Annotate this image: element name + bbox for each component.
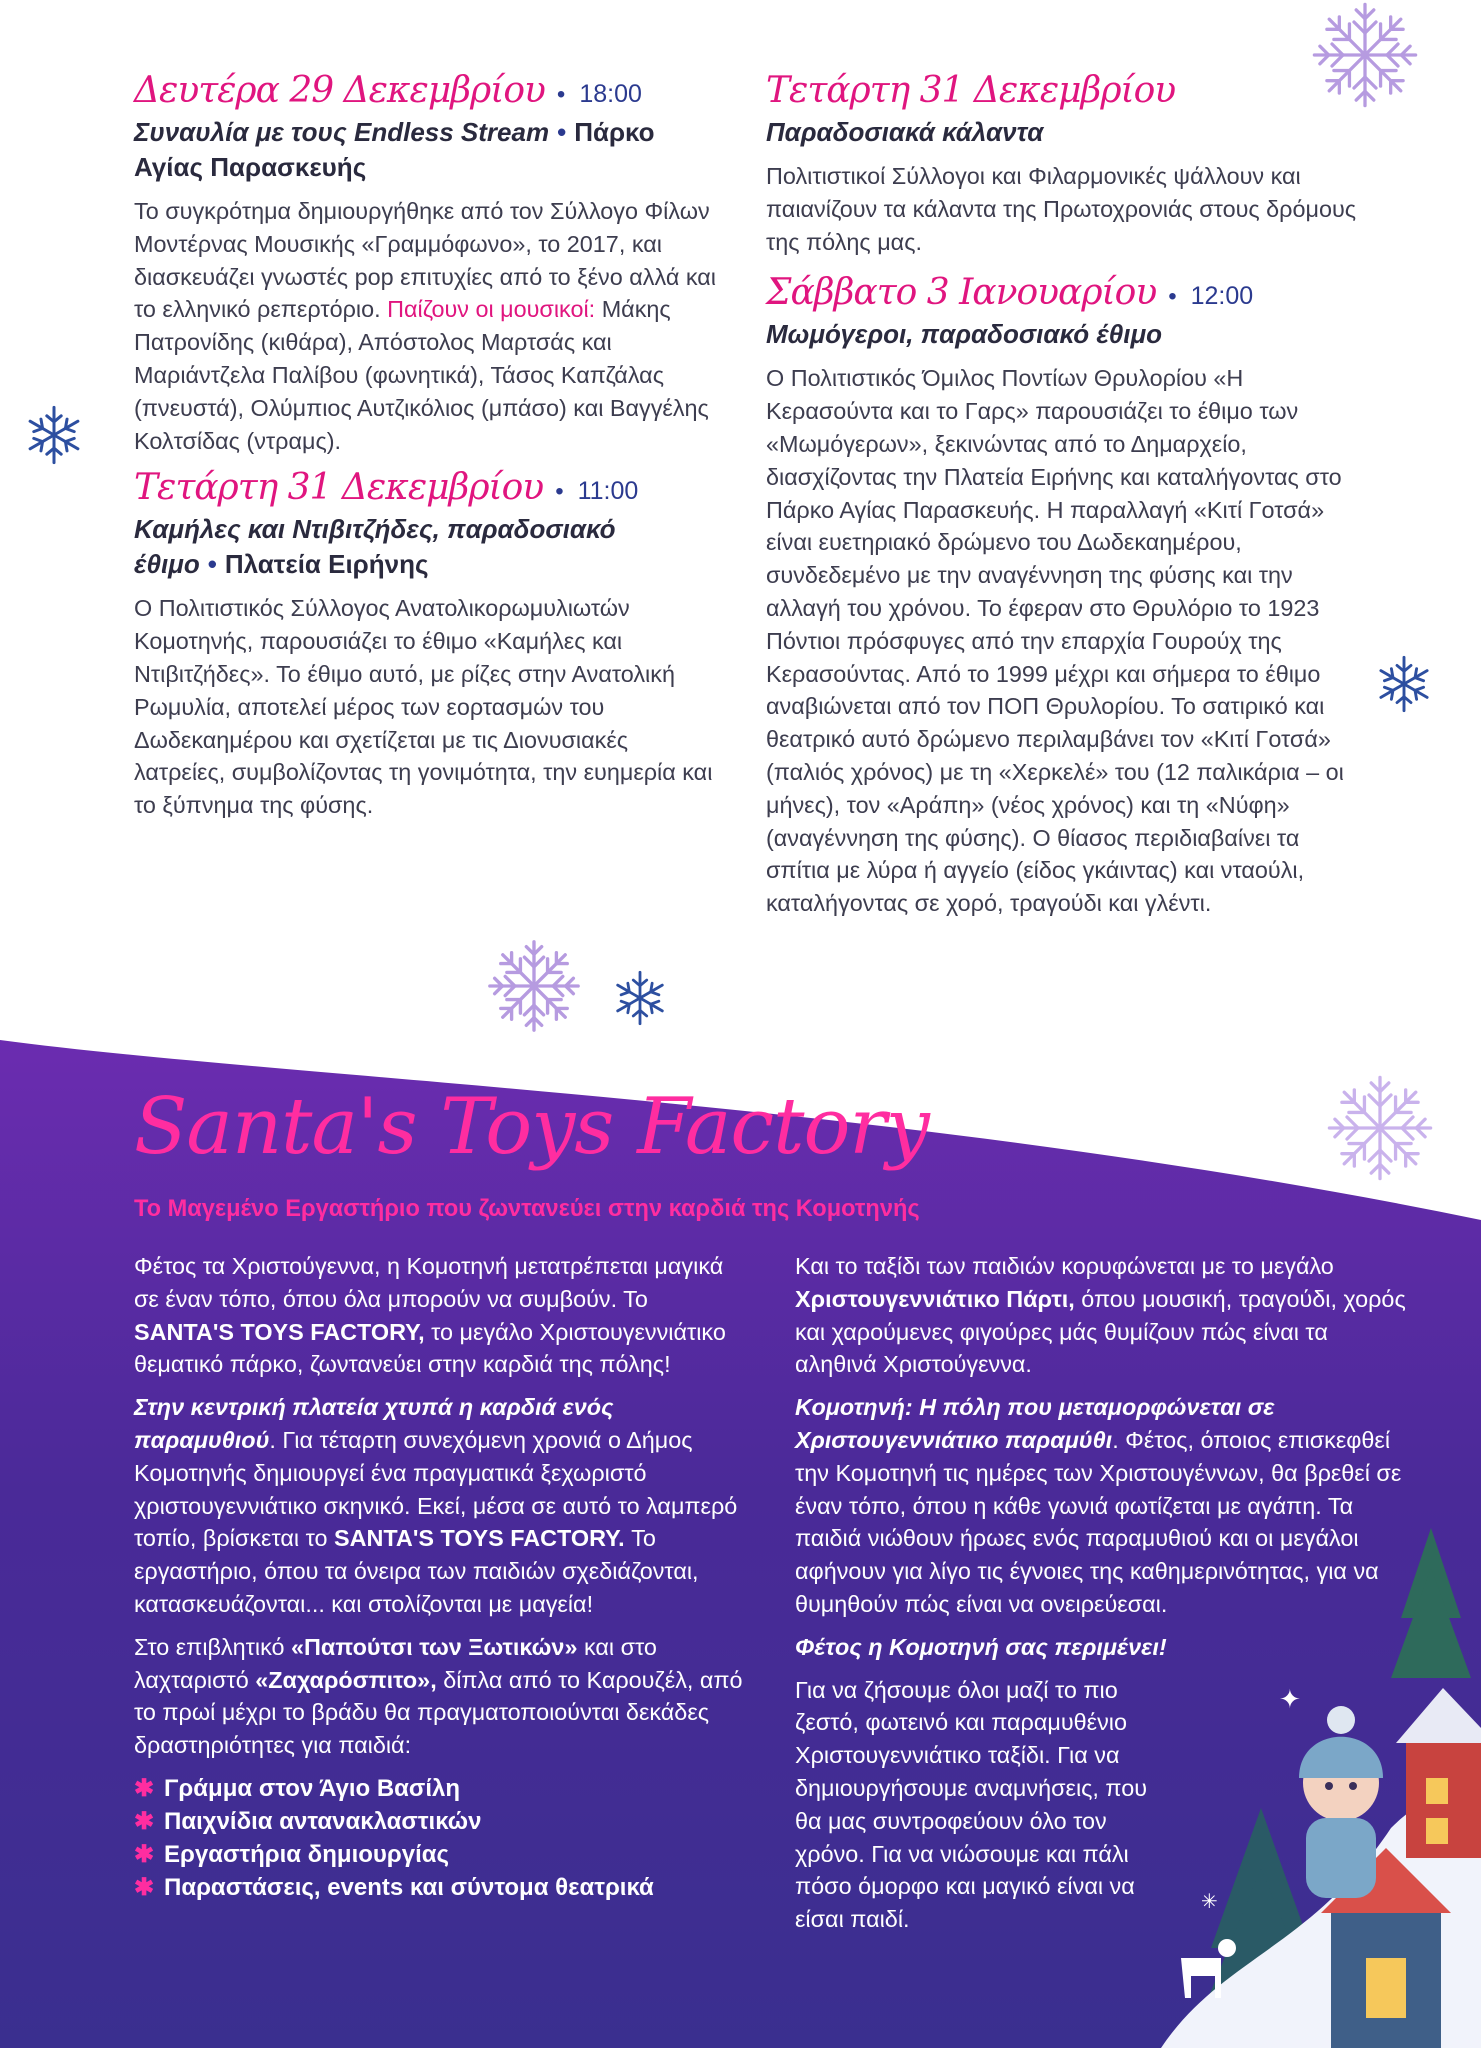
paragraph bbox=[134, 1391, 744, 1621]
list-item bbox=[134, 1871, 744, 1904]
event-description: Ο Πολιτιστικός Όμιλος Ποντίων Θρυλορίου «Η Κερασούντα και το Γαρς» παρουσιάζει το έθιμο των «Μωμόγερων», ξεκινώντας από το Δημαρχείο, διασχίζοντας την Πλατεία Ειρήνης και καταλήγοντας στο Πάρκο Αγίας Παρασκευής. Η παραλλαγή «Κιτί Γοτσά» είναι ευετηριακό δρώμενο του Δωδεκαημέρου, συνδεδεμένο με την αναγέννηση της φύσης και την αλλαγή του χρόνου. Το έφεραν στο Θρυλόριο το 1923 Πόντιοι πρόσφυγες από την επαρχία Γουρούχ της Κερασούντας. Από το 1999 μέχρι και σήμερα το έθιμο αναβιώνεται από τον ΠΟΠ Θρυλορίου. Το σατιρικό και θεατρικό αυτό δρώμενο περιλαμβάνει τον «Κιτί Γοτσά» (παλιός χρόνος) με τη «Χερκελέ» του (12 παλικάρια – οι μήνες), τον «Αράπη» (νέος χρόνος) και τη «Νύφη» (αναγέννηση της φύσης). Ο θίασος περιδιαβαίνει τα σπίτια με λύρα ή αγγείο (είδος γκάιντας) και νταούλι, καταλήγοντας σε χορό, τραγούδι και γλέντι. bbox=[766, 365, 1344, 917]
text: το μεγάλο Χριστουγεννιάτικο θεματικό πάρκο, ζωντανεύει στην καρδιά της πόλης! bbox=[134, 1318, 726, 1378]
section-subtitle: Το Μαγεμένο Εργαστήριο που ζωντανεύει στην καρδιά της Κομοτηνής bbox=[134, 1196, 920, 1222]
bullet-star-icon: ✱ bbox=[134, 1873, 155, 1901]
activity-list bbox=[134, 1772, 744, 1904]
text: . Φέτος, όποιος επισκεφθεί την Κομοτηνή τις ημέρες των Χριστουγέννων, θα βρεθεί σε έναν τόπο, όπου η κάθε γωνιά φωτίζεται με αγάπη. Τα παιδιά νιώθουν ήρωες ενός παραμυθιού και οι μεγάλοι αφήνουν για λίγο τις έγνοιες της καθημερινότητας, για να θυμηθούν πώς είναι να ονειρεύεσαι. bbox=[795, 1426, 1402, 1617]
event-day: Δευτέρα 29 Δεκεμβρίου bbox=[134, 70, 545, 111]
paragraph bbox=[795, 1674, 1175, 1936]
event-body-text: Το συγκρότημα δημιουργήθηκε από τον Σύλλογο Φίλων Μοντέρνας Μουσικής «Γραμμόφωνο», το 2017, και διασκευάζει γνωστές pop επιτυχίες από το ξένο αλλά και το ελληνικό ρεπερτόριο. bbox=[134, 198, 716, 323]
paragraph bbox=[134, 1250, 744, 1381]
separator-dot: • bbox=[557, 117, 567, 147]
snowflake-icon bbox=[612, 970, 668, 1026]
event-item bbox=[766, 70, 1366, 258]
event-time: 18:00 bbox=[579, 80, 642, 108]
separator-dot: • bbox=[555, 478, 564, 506]
bullet-star-icon: ✱ bbox=[134, 1774, 155, 1802]
event-title bbox=[134, 512, 724, 582]
event-place: Πλατεία Ειρήνης bbox=[224, 549, 429, 580]
christmas-illustration bbox=[1161, 1528, 1481, 2048]
event-title bbox=[134, 115, 724, 185]
text: . Για τέταρτη συνεχόμενη χρονιά ο Δήμος Κομοτηνής δημιουργεί ένα πραγματικά ξεχωριστό χριστουγεννιάτικο σκηνικό. Εκεί, μέσα σε αυτό το λαμπερό τοπίο, βρίσκεται το bbox=[134, 1426, 738, 1552]
event-highlight: Παίζουν οι μουσικοί: bbox=[387, 296, 596, 323]
event-date-line bbox=[766, 272, 1366, 313]
snowflake-icon bbox=[1325, 1073, 1435, 1183]
separator-dot: • bbox=[556, 81, 566, 108]
event-title: Παραδοσιακά κάλαντα bbox=[766, 117, 1044, 147]
text: Για να ζήσουμε όλοι μαζί το πιο ζεστό, φωτεινό και παραμυθένιο Χριστουγεννιάτικο ταξίδι. Για να δημιουργήσουμε αναμνήσεις, που θα μας συντροφεύουν όλο τον χρόνο. Για να νιώσουμε και πάλι πόσο όμορφο και μαγικό είναι να είσαι παιδί. bbox=[795, 1676, 1148, 1933]
list-item-label: Παιχνίδια αντανακλαστικών bbox=[164, 1807, 482, 1835]
text: Φέτος τα Χριστούγεννα, η Κομοτηνή μετατρέπεται μαγικά σε έναν τόπο, όπου όλα μπορούν να συμβούν. Το bbox=[134, 1253, 724, 1312]
bold-italic-text: Κομοτηνή: Η πόλη που μεταμορφώνεται σε Χριστουγεννιάτικο παραμύθι bbox=[795, 1394, 1275, 1453]
events-left-column bbox=[134, 70, 724, 832]
event-description: Ο Πολιτιστικός Σύλλογος Ανατολικορωμυλιωτών Κομοτηνής, παρουσιάζει το έθιμο «Καμήλες και Ντιβιτζήδες». Το έθιμο αυτό, με ρίζες στην Ανατολική Ρωμυλία, αποτελεί μέρος των εορτασμών του Δωδεκαημέρου και σχετίζεται με τις Διονυσιακές λατρείες, συμβολίζοντας τη γονιμότητα, την ευημερία και το ξύπνημα της φύσης. bbox=[134, 595, 713, 819]
list-item bbox=[134, 1805, 744, 1838]
event-time: 11:00 bbox=[577, 477, 639, 506]
section-title: Santa's Toys Factory bbox=[134, 1082, 929, 1172]
event-date-line bbox=[134, 70, 724, 111]
event-description: Πολιτιστικοί Σύλλογοι και Φιλαρμονικές ψάλλουν και παιανίζουν τα κάλαντα της Πρωτοχρονιάς στους δρόμους της πόλης μας. bbox=[766, 163, 1357, 255]
santa-left-column bbox=[134, 1250, 744, 1904]
event-item bbox=[134, 467, 724, 822]
bold-text: SANTA'S TOYS FACTORY, bbox=[134, 1318, 425, 1345]
bold-italic-text: Στην κεντρική πλατεία χτυπά η καρδιά ενός παραμυθιού bbox=[134, 1394, 614, 1453]
event-item bbox=[766, 272, 1366, 920]
snowflake-icon bbox=[1375, 655, 1433, 713]
text: δίπλα από το Καρουζέλ, από το πρωί μέχρι το βράδυ θα πραγματοποιούνται δεκάδες δραστηριότητες για παιδιά: bbox=[134, 1666, 743, 1759]
text: και στο λαχταριστό bbox=[134, 1633, 657, 1693]
bold-italic-text: Φέτος η Κομοτηνή σας περιμένει! bbox=[795, 1633, 1167, 1660]
list-item bbox=[134, 1772, 744, 1805]
paragraph bbox=[795, 1250, 1415, 1381]
event-date-line bbox=[134, 467, 724, 508]
event-day: Σάββατο 3 Ιανουαρίου bbox=[766, 272, 1157, 314]
bullet-star-icon: ✱ bbox=[134, 1807, 155, 1835]
snowflake-icon bbox=[24, 405, 84, 465]
bold-text: Χριστουγεννιάτικο Πάρτι, bbox=[795, 1285, 1075, 1312]
list-item-label: Γράμμα στον Άγιο Βασίλη bbox=[164, 1774, 461, 1802]
event-date-line bbox=[766, 70, 1366, 111]
paragraph bbox=[134, 1631, 744, 1762]
bold-text: «Παπούτσι των Ξωτικών» bbox=[291, 1633, 578, 1660]
events-right-column bbox=[766, 70, 1366, 930]
event-place: Πάρκο Αγίας Παρασκευής bbox=[134, 117, 655, 182]
svg-text:✳: ✳ bbox=[1201, 1889, 1218, 1913]
separator-dot: • bbox=[1168, 283, 1177, 311]
text: όπου μουσική, τραγούδι, χορός και χαρούμενες φιγούρες μάς θυμίζουν πώς είναι τα αληθινά Χριστούγεννα. bbox=[795, 1285, 1406, 1378]
snowflake-icon bbox=[486, 938, 582, 1034]
event-body-text: Μάκης Πατρονίδης (κιθάρα), Απόστολος Μαρτσάς και Μαριάντζελα Παλίβου (φωνητικά), Τάσος Καπζάλας (πνευστά), Ολύμπιος Αυτζικόλιος (μπάσο) και Βαγγέλης Κολτσίδας (ντραμς). bbox=[134, 296, 709, 454]
list-item bbox=[134, 1838, 744, 1871]
svg-text:✦: ✦ bbox=[1279, 1685, 1301, 1715]
event-item bbox=[134, 70, 724, 457]
separator-dot: • bbox=[207, 549, 217, 580]
event-day: Τετάρτη 31 Δεκεμβρίου bbox=[766, 70, 1176, 111]
bold-text: SANTA'S TOYS FACTORY. bbox=[334, 1525, 625, 1552]
text: Και το ταξίδι των παιδιών κορυφώνεται με το μεγάλο bbox=[795, 1253, 1334, 1279]
bold-text: «Ζαχαρόσπιτο», bbox=[255, 1666, 437, 1693]
event-title-text: Συναυλία με τους Endless Stream bbox=[134, 117, 550, 147]
event-title: Μωμόγεροι, παραδοσιακό έθιμο bbox=[766, 319, 1163, 350]
list-item-label: Παραστάσεις, events και σύντομα θεατρικά bbox=[164, 1873, 654, 1901]
event-day: Τετάρτη 31 Δεκεμβρίου bbox=[134, 467, 544, 509]
event-title-text: Καμήλες και Ντιβιτζήδες, παραδοσιακό έθιμο bbox=[134, 514, 616, 580]
event-time: 12:00 bbox=[1190, 282, 1254, 311]
text: Στο επιβλητικό bbox=[134, 1633, 292, 1660]
bullet-star-icon: ✱ bbox=[134, 1840, 155, 1868]
list-item-label: Εργαστήρια δημιουργίας bbox=[164, 1840, 449, 1868]
event-description bbox=[134, 195, 724, 457]
text: Το εργαστήριο, όπου τα όνειρα των παιδιών σχεδιάζονται, κατασκευάζονται... και στολίζονται με μαγεία! bbox=[134, 1525, 699, 1617]
